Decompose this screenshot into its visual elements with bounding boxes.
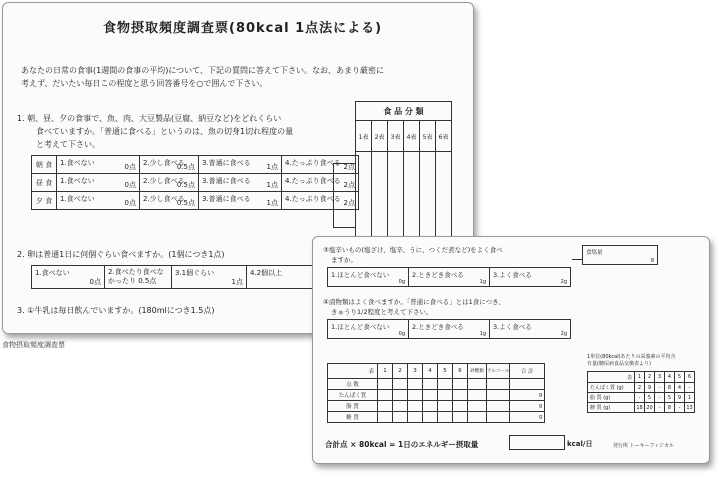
answer-option[interactable]: 3.よく食べる 2g [490,320,571,339]
ref-corner: 表 [588,372,635,383]
answer-option[interactable]: 1.ほとんど食べない 0g [328,320,409,339]
ref-col-header: 6 [685,372,695,383]
salt-amount-box[interactable]: 食塩量 g [582,245,658,265]
summary-cell[interactable] [453,390,468,401]
ref-col-header: 5 [675,372,685,383]
publisher: 発行所 トーキーフィジカル [613,443,674,449]
ref-col-header: 1 [635,372,645,383]
intro-line-1: あなたの日常の食事(1週間の食事の平均)について、下記の質問に答えて下さい。なお、あまり厳密に [21,66,385,75]
table-row [32,266,318,289]
ref-value: 20 [646,404,653,411]
summary-table [327,363,545,423]
summary-col-header: 2 [393,364,408,379]
ref-value: - [635,393,645,403]
summary-row-label: 糖 質 [328,412,378,423]
answer-option[interactable]: 1.食べない 0点 [57,192,140,210]
summary-col-header: 合 計 [510,364,545,379]
answer-option[interactable]: 3.よく食べる 2g [490,268,571,287]
summary-col-header: 3 [408,364,423,379]
summary-cell[interactable] [487,390,510,401]
answer-option[interactable]: 2.ときどき食べる 1g [409,320,490,339]
food-class-col: 1表 [356,121,372,152]
answer-option[interactable]: 4.たっぷり食べる 2点 [282,174,359,192]
summary-cell[interactable] [487,412,510,423]
summary-cell[interactable] [378,390,393,401]
ref-value: - [685,383,695,393]
connector-line [333,163,355,164]
answer-option[interactable]: 2.少し食べる 0.5点 [140,192,199,210]
summary-row-label: 点 数 [328,379,378,390]
summary-cell[interactable] [393,379,408,390]
food-class-col: 5表 [420,121,436,152]
ref-title-2: 有量(糖尿病食品交換表より) [587,361,651,367]
q1-line-2: 食べていますか。「普通に食べる」というのは、魚の切身1切れ程度の量 [36,127,294,136]
connector-line [572,259,582,260]
summary-col-header: 5 [438,364,453,379]
answer-option[interactable]: 3.普通に食べる 1点 [199,156,282,174]
food-class-col: 6表 [436,121,452,152]
summary-unit[interactable]: g [510,401,545,412]
ref-value: 5 [665,393,675,403]
ref-value: 5 [645,393,655,403]
table-row [328,412,545,423]
summary-cell[interactable] [408,412,423,423]
summary-cell[interactable] [408,401,423,412]
food-class-col: 4表 [404,121,420,152]
ref-value: 4 [675,383,685,393]
ref-value: 1 [685,393,695,403]
table-row [588,383,695,393]
answer-option[interactable]: 1.食べない 0点 [57,174,140,192]
summary-cell[interactable] [378,412,393,423]
food-classification-table [355,101,452,253]
q1-line-3: と考えて下さい。 [36,140,100,149]
nutrient-reference-table [587,371,695,413]
answer-option[interactable]: 2.食べたり食べな かったり 0.5点 [105,266,172,289]
ref-value: - [655,393,665,403]
q1-answer-grid [31,155,359,210]
answer-option[interactable]: 4.たっぷり食べる 2点 [282,192,359,210]
summary-corner: 表 [328,364,378,379]
summary-unit[interactable]: g [510,412,545,423]
summary-col-header: 1 [378,364,393,379]
connector-line [333,227,355,228]
summary-row-label: 脂 質 [328,401,378,412]
q4-text: ④漬物類はよく食べますか。「普通に食べる」とは1食につき、 [323,298,505,306]
food-class-col: 2表 [372,121,388,152]
summary-cell[interactable] [423,412,438,423]
answer-option[interactable]: 3.普通に食べる 1点 [199,192,282,210]
summary-cell[interactable] [468,379,487,390]
q3c-answer-grid [327,267,571,287]
ref-row-label: たんぱく質 (g) [588,383,635,393]
summary-cell[interactable] [423,379,438,390]
summary-col-header: 砂糖類 [468,364,487,379]
answer-option[interactable]: 2.ときどき食べる 1g [409,268,490,287]
questionnaire-sheet-back [312,236,710,464]
table-row [32,174,359,192]
summary-cell[interactable] [438,379,453,390]
summary-cell[interactable] [468,412,487,423]
summary-cell[interactable] [438,412,453,423]
meal-label: 朝 食 [32,156,57,174]
ref-row-label: 脂 質 (g) [588,393,635,403]
summary-cell[interactable] [393,401,408,412]
summary-col-header: アルコール [487,364,510,379]
ref-value: 2 [635,383,645,393]
answer-option[interactable]: 4.2個以上 [247,266,318,289]
table-row [328,379,545,390]
summary-cell[interactable] [453,401,468,412]
q2-answer-grid [31,265,318,289]
ref-value: 9 [675,393,685,403]
summary-cell[interactable] [468,390,487,401]
summary-col-header: 4 [423,364,438,379]
energy-formula: 合計点 × 80kcal = 1日のエネルギー摂取量 [325,440,479,449]
food-class-header: 食 品 分 類 [356,102,452,121]
answer-option[interactable]: 1.食べない 0点 [32,266,105,289]
answer-option[interactable]: 3.1個ぐらい 1点 [172,266,247,289]
answer-option[interactable]: 2.少し食べる 0.5点 [140,156,199,174]
summary-cell[interactable] [438,401,453,412]
summary-col-header: 6 [453,364,468,379]
table-row [328,401,545,412]
ref-value: 8 [665,403,675,413]
table-row [32,192,359,210]
q4-text-2: きゅうり1/2程度と考えて下さい。 [331,308,433,316]
answer-option[interactable]: 1.食べない 0点 [57,156,140,174]
summary-cell[interactable] [510,379,545,390]
ref-col-header: 4 [665,372,675,383]
energy-unit: kcal/日 [567,440,593,448]
summary-cell[interactable] [423,401,438,412]
meal-label: 昼 食 [32,174,57,192]
q3-text: 3. ①牛乳は毎日飲んでいますか。(180mlにつき1.5点) [17,306,215,315]
ref-value: 8 [665,383,675,393]
summary-cell[interactable] [438,390,453,401]
food-class-col: 3表 [388,121,404,152]
ref-value: - [655,383,665,393]
summary-cell[interactable] [378,379,393,390]
table-row [328,268,571,287]
summary-cell[interactable] [423,390,438,401]
summary-cell[interactable] [393,390,408,401]
ref-value: 13 [686,404,693,411]
summary-cell[interactable] [408,390,423,401]
q3c-text: ③塩辛いもの(塩ざけ、塩辛、うに、つくだ煮など)をよく食べ [323,246,503,254]
summary-cell[interactable] [393,412,408,423]
table-row [588,393,695,403]
summary-unit[interactable]: g [510,390,545,401]
summary-cell[interactable] [468,401,487,412]
summary-cell[interactable] [487,401,510,412]
ref-col-header: 2 [645,372,655,383]
ref-value: 9 [645,383,655,393]
summary-cell[interactable] [453,412,468,423]
summary-cell[interactable] [408,379,423,390]
intro-line-2: 考えず、だいたい毎日この程度と思う回答番号を○で囲んで下さい。 [21,79,268,88]
table-row [328,320,571,339]
image-caption: 食物摂取頻度調査票 [2,341,65,349]
q3c-text-2: ますか。 [331,256,357,264]
q1-line-1: 1. 朝、昼、夕の食事で、魚、肉、大豆製品(豆腐、納豆など)をどれくらい [17,114,282,123]
summary-row-label: たんぱく質 [328,390,378,401]
ref-title-1: 1単位(80kcal)あたりの栄養素の平均含 [587,354,676,360]
ref-value: - [655,403,665,413]
sheet-title: 食物摂取頻度調査票(80kcal 1点法による) [103,21,383,36]
energy-input-box[interactable] [509,435,565,450]
ref-row-label: 糖 質 (g) [588,403,635,413]
ref-col-header: 3 [655,372,665,383]
q4-answer-grid [327,319,571,339]
table-row [328,390,545,401]
summary-cell[interactable] [378,401,393,412]
q2-text: 2. 卵は普通1日に何個ぐらい食べますか。(1個につき1点) [17,250,225,259]
connector-line [333,163,334,227]
table-row [32,156,359,174]
summary-cell[interactable] [487,379,510,390]
answer-option[interactable]: 3.普通に食べる 1点 [199,174,282,192]
ref-value: - [675,403,685,413]
summary-cell[interactable] [453,379,468,390]
meal-label: 夕 食 [32,192,57,210]
answer-option[interactable]: 1.ほとんど食べない 0g [328,268,409,287]
answer-option[interactable]: 4.たっぷり食べる 2点 [282,156,359,174]
table-row [588,403,695,413]
ref-value: 18 [636,404,643,411]
answer-option[interactable]: 2.少し食べる 0.5点 [140,174,199,192]
